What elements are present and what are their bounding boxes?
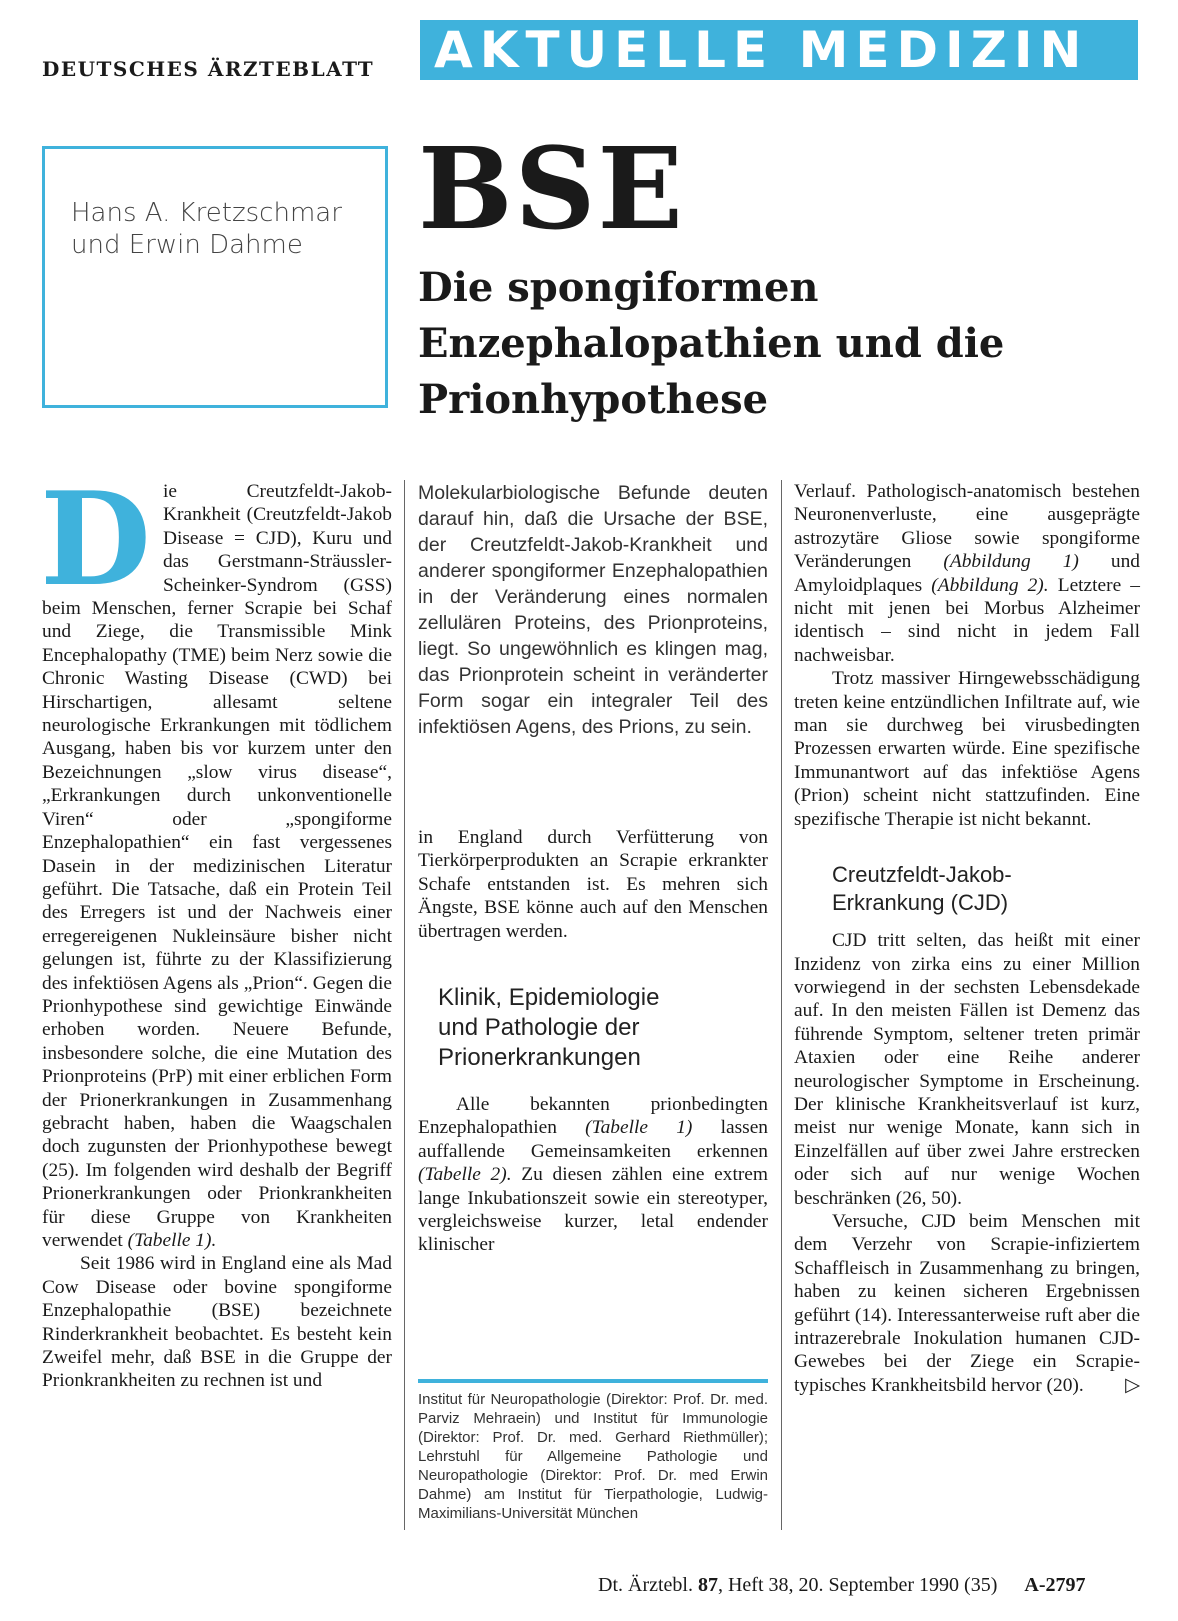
column-divider bbox=[404, 480, 405, 1530]
article-subtitle-line: Die spongiformen bbox=[418, 264, 819, 311]
citation: Dt. Ärztebl. bbox=[598, 1574, 693, 1596]
paragraph: Alle bekannten prionbedingten Enzephalopathien (Tabelle 1) lassen auffallende Gemeinsamkeiten erkennen (Tabelle 2). Zu diesen zählen eine extrem lange Inkubationszeit sowie ein stereotyper, vergleichsweise kurzer, letal endender klinischer bbox=[418, 1094, 768, 1256]
section-heading: Creutzfeldt-Jakob- Erkrankung (CJD) bbox=[832, 862, 1012, 916]
article-subtitle-line: Prionhypothese bbox=[418, 376, 769, 423]
volume: 87 bbox=[697, 1574, 718, 1596]
paragraph: in England durch Verfütterung von Tierkörperprodukten an Scrapie erkrankter Schafe entstanden ist. Es mehren sich Ängste, BSE könne auch auf den Menschen übertragen werden. bbox=[418, 827, 768, 942]
author-line: Hans A. Kretzschmar bbox=[71, 198, 342, 228]
column-2 bbox=[418, 480, 768, 1257]
paragraph: Verlauf. Pathologisch-anatomisch bestehen Neuronenverluste, eine ausgeprägte astrozytäre Gliose sowie spongiforme Veränderungen (Abbildung 1) und Amyloidplaques (Abbildung 2). Letztere – nicht mit jenen bei Morbus Alzheimer identisch – sind nicht in jedem Fall nachweisbar. bbox=[794, 481, 1140, 666]
table-reference: (Tabelle 2). bbox=[418, 1164, 512, 1186]
paragraph: Versuche, CJD beim Menschen mit dem Verzehr von Scrapie-infiziertem Schaffleisch in Zusammenhang zu bringen, haben zu keinen sicheren Ergebnissen geführt (14). Interessanterweise ruft aber die intrazerebrale Inokulation humanen CJD-Gewebes bei der Ziege ein Scrapie-typisches Krankheitsbild hervor (20). ▷ bbox=[794, 1210, 1140, 1396]
drop-cap: D bbox=[40, 465, 151, 615]
column-3 bbox=[794, 480, 1140, 1397]
page-footer bbox=[598, 1574, 1085, 1597]
paragraph: Seit 1986 wird in England eine als Mad Cow Disease oder bovine spongiforme Enzephalopathie (BSE) bezeichnete Rinderkrankheit beobachtet. Es besteht kein Zweifel mehr, daß BSE in die Gruppe der Prionkrankheiten zu rechnen ist und bbox=[42, 1253, 392, 1392]
article-title: BSE bbox=[418, 124, 685, 255]
table-reference: (Tabelle 1) bbox=[585, 1117, 693, 1139]
section-banner bbox=[420, 20, 1138, 80]
author-box bbox=[42, 146, 388, 408]
continue-arrow-icon: ▷ bbox=[1125, 1374, 1140, 1396]
column-divider bbox=[781, 480, 782, 1530]
article-subtitle-line: Enzephalopathien und die bbox=[418, 320, 1005, 367]
paragraph: ie Creutzfeldt-Jakob-Krankheit (Creutzfeldt-Jakob Disease = CJD), Kuru und das Gerstmann-Sträussler-Scheinker-Syndrom (GSS) beim Menschen, ferner Scrapie bei Schaf und Ziege, die Transmissible Mink Encephalopathy (TME) beim Nerz sowie die Chronic Wasting Disease (CWD) bei Hirschartigen, allesamt seltene neurologische Erkrankungen mit tödlichem Ausgang, haben bis vor kurzem unter den Bezeichnungen „slow virus disease“, „Erkrankungen durch unkonventionelle Viren“ oder „spongiforme Enzephalopathien“ ein fast vergessenes Dasein in der medizinischen Literatur geführt. Die Tatsache, daß ein Protein Teil des Erregers ist und der Nachweis einer erregereigenen Nukleinsäure bisher nicht gelungen ist, führte zu der Klassifizierung des infektiösen Agens als „Prion“. Gegen die Prionhypothese sind gewichtige Einwände erhoben worden. Neuere Befunde, insbesondere solche, die eine Mutation des Prionproteins (PrP) mit einer erblichen Form der Prionerkrankungen in Zusammenhang gebracht haben, haben die Waagschalen doch zugunsten der Prionhypothese bewegt (25). Im folgenden wird deshalb der Begriff Prionerkrankungen oder Prionkrankheiten für diese Gruppe von Krankheiten verwendet (Tabelle 1). bbox=[42, 481, 392, 1251]
figure-reference: (Abbildung 1) bbox=[943, 551, 1079, 573]
footnote-rule bbox=[418, 1379, 768, 1383]
summary-paragraph: Molekularbiologische Befunde deuten darauf hin, daß die Ursache der BSE, der Creutzfeldt-Jakob-Krankheit und anderer spongiformer Enzephalopathien in der Veränderung eines normalen zellulären Proteins, des Prionproteins, liegt. So ungewöhnlich es klingen mag, das Prionprotein scheint in veränderter Form sogar ein integraler Teil des infektiösen Agens, des Prions, zu sein. bbox=[418, 482, 768, 738]
section-heading: Klinik, Epidemiologie und Pathologie der Prionerkrankungen bbox=[438, 984, 660, 1072]
citation-details: , Heft 38, 20. September 1990 (35) bbox=[717, 1574, 998, 1596]
column-1 bbox=[40, 465, 392, 1393]
paragraph: CJD tritt selten, das heißt mit einer Inzidenz von zirka eins zu einer Million vorwiegend in der sechsten Lebensdekade auf. In den meisten Fällen ist Demenz das führende Symptom, seltener treten primär Ataxien oder eine Reihe anderer neurologischer Symptome in Erscheinung. Der klinische Krankheitsverlauf ist kurz, meist nur wenige Monate, kann sich in Einzelfällen auf über zwei Jahre erstrecken oder sich auf nur wenige Wochen beschränken (26, 50). bbox=[794, 930, 1140, 1209]
figure-reference: (Abbildung 2). bbox=[931, 574, 1049, 596]
table-reference: (Tabelle 1). bbox=[127, 1230, 217, 1251]
page-number: A-2797 bbox=[1024, 1574, 1086, 1596]
paragraph: Trotz massiver Hirngewebsschädigung treten keine entzündlichen Infiltrate auf, wie man sie durchweg bei virusbedingten Prozessen erwarten würde. Eine spezifische Immunantwort auf das infektiöse Agens (Prion) scheint nicht stattzufinden. Eine spezifische Therapie ist nicht bekannt. bbox=[794, 668, 1140, 830]
affiliation-footnote: Institut für Neuropathologie (Direktor: Prof. Dr. med. Parviz Mehraein) und Institut für Immunologie (Direktor: Prof. Dr. med. Gerhard Riethmüller); Lehrstuhl für Allgemeine Pathologie und Neuropathologie (Direktor: Prof. Dr. med Erwin Dahme) am Institut für Tierpathologie, Ludwig-Maximilians-Universität München bbox=[418, 1391, 768, 1522]
section-title: AKTUELLE MEDIZIN bbox=[434, 21, 1089, 79]
journal-name: DEUTSCHES ÄRZTEBLATT bbox=[42, 57, 375, 81]
author-line: und Erwin Dahme bbox=[71, 230, 303, 260]
